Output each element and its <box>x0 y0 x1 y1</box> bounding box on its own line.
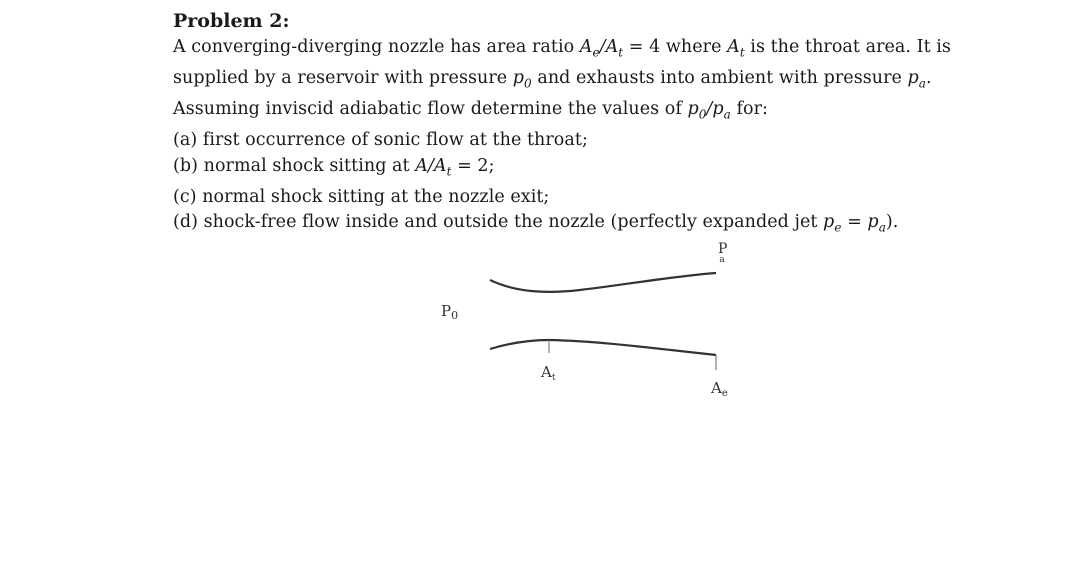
math-subscript: t <box>618 45 624 60</box>
math-subscript: a <box>918 76 926 91</box>
math-subscript: e <box>592 45 600 60</box>
label-p0: $P_0$ <box>441 302 459 322</box>
text-run: = <box>841 212 868 232</box>
label-pa: P a <box>718 241 728 265</box>
math-subscript: 0 <box>698 107 707 122</box>
math-symbol: A <box>579 37 593 57</box>
nozzle-upper-wall <box>490 273 716 292</box>
label-at: $A_t$ <box>541 363 556 383</box>
math-symbol: p <box>512 68 525 88</box>
math-subscript: t <box>739 45 745 60</box>
text-run: ). <box>885 212 899 232</box>
math-symbol: p <box>687 99 699 119</box>
math-symbol: /A <box>599 37 619 57</box>
math-symbol: p <box>867 212 879 232</box>
text-run: for: <box>730 99 768 119</box>
text-run: (b) normal shock sitting at <box>173 155 416 176</box>
text-run: and exhausts into ambient with pressure <box>531 68 908 88</box>
nozzle-lower-wall <box>490 340 716 355</box>
text-run: (a) first occurrence of sonic flow at the throat; <box>173 130 588 150</box>
problem-title: Problem 2: <box>173 10 290 32</box>
math-symbol: p <box>907 68 919 88</box>
text-run: A converging-diverging nozzle has area ratio <box>173 37 580 57</box>
text-run: supplied by a reservoir with pressure <box>173 68 513 88</box>
math-symbol: /p <box>706 99 724 119</box>
math-symbol: A/A <box>415 155 447 176</box>
math-subscript: t <box>446 164 452 178</box>
text-run: (c) normal shock sitting at the nozzle exit; <box>173 186 550 207</box>
label-ae: $A_e$ <box>711 379 728 399</box>
text-run: (d) shock-free flow inside and outside the nozzle (perfectly expanded jet <box>173 212 824 232</box>
math-symbol: A <box>727 37 740 57</box>
text-run: = 2; <box>451 155 495 176</box>
math-subscript: a <box>723 107 731 122</box>
math-subscript: e <box>834 220 842 235</box>
math-subscript: 0 <box>524 76 532 91</box>
math-symbol: p <box>823 212 835 232</box>
math-subscript: a <box>878 220 886 235</box>
text-run: is the throat area. It is <box>744 37 951 57</box>
text-run: = 4 where <box>623 37 728 57</box>
text-run: . <box>926 68 932 88</box>
text-run: Assuming inviscid adiabatic flow determine the values of <box>173 99 688 119</box>
